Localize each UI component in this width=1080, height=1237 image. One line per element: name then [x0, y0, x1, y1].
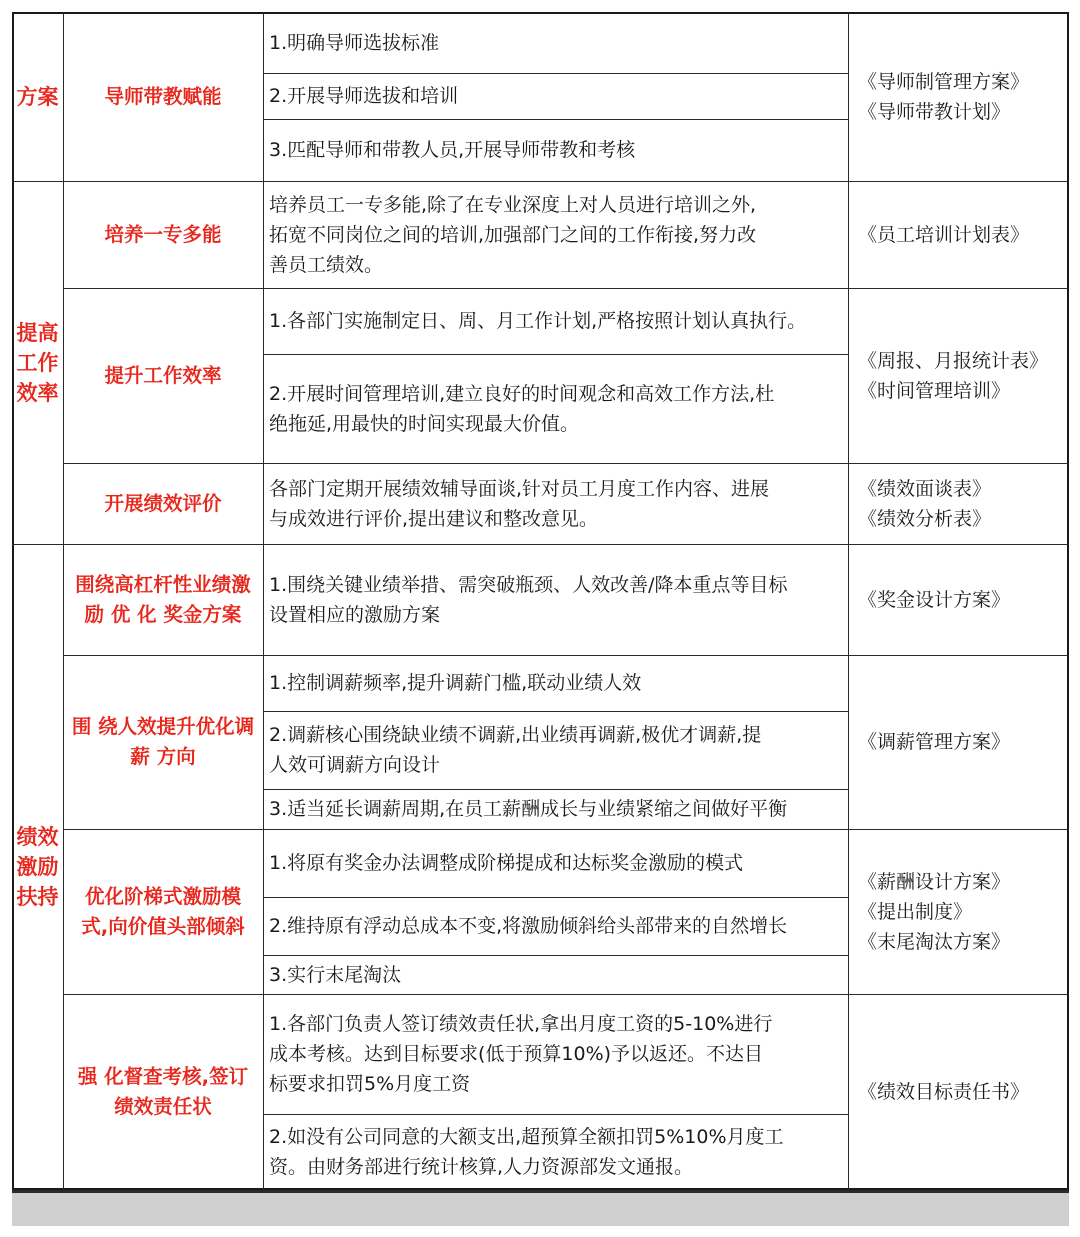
document-list: 《调薪管理方案》	[858, 731, 1011, 753]
item-mentor: 导师带教赋能	[104, 84, 222, 108]
document-list: 《周报、月报统计表》 《时间管理培训》	[858, 349, 1049, 402]
document-list: 《薪酬设计方案》 《提出制度》 《末尾淘汰方案》	[858, 870, 1011, 953]
measure-text: 培养员工一专多能,除了在专业深度上对人员进行培训之外, 拓宽不同岗位之间的培训,加强部门之间的工作衔接,努力改 善员工绩效。	[269, 193, 757, 276]
measure-text: 2.开展时间管理培训,建立良好的时间观念和高效工作方法,杜 绝拖延,用最快的时间实现最大价值。	[269, 382, 775, 435]
measure-text: 2.维持原有浮动总成本不变,将激励倾斜给头部带来的自然增长	[269, 915, 788, 937]
item-work-efficiency: 提升工作效率	[104, 363, 222, 387]
document-list: 《绩效面谈表》 《绩效分析表》	[858, 477, 992, 530]
item-supervision: 强 化督查考核,签订 绩效责任状	[77, 1065, 249, 1118]
document-list: 《员工培训计划表》	[858, 223, 1030, 246]
item-bonus-plan: 围绕高杠杆性业绩激 励 优 化 奖金方案	[75, 572, 251, 626]
measure-text: 3.适当延长调薪周期,在员工薪酬成长与业绩紧缩之间做好平衡	[269, 798, 788, 820]
measure-text: 3.匹配导师和带教人员,开展导师带教和考核	[269, 139, 636, 161]
item-performance-review: 开展绩效评价	[104, 491, 222, 515]
item-salary-adjustment: 围 绕人效提升优化调 薪 方向	[71, 715, 255, 768]
measure-text: 3.实行末尾淘汰	[269, 963, 402, 986]
measure-text: 2.开展导师选拔和培训	[269, 85, 459, 107]
document-list: 《导师制管理方案》 《导师带教计划》	[858, 70, 1030, 123]
category-plan: 方案	[16, 84, 59, 109]
measure-text: 各部门定期开展绩效辅导面谈,针对员工月度工作内容、进展 与成效进行评价,提出建议和整改意见。	[269, 477, 770, 530]
document-list: 《奖金设计方案》	[858, 588, 1011, 611]
category-efficiency: 提高 工作 效率	[16, 320, 59, 405]
category-incentive: 绩效 激励 扶持	[16, 825, 59, 909]
item-multiskill: 培养一专多能	[104, 222, 222, 246]
measure-text: 1.控制调薪频率,提升调薪门槛,联动业绩人效	[269, 672, 642, 694]
measure-text: 1.围绕关键业绩举措、需突破瓶颈、人效改善/降本重点等目标 设置相应的激励方案	[269, 573, 788, 626]
measure-text: 1.将原有奖金办法调整成阶梯提成和达标奖金激励的模式	[269, 852, 744, 874]
measure-text: 1.明确导师选拔标准	[269, 31, 440, 54]
measure-text: 1.各部门负责人签订绩效责任状,拿出月度工资的5-10%进行 成本考核。达到目标要求(低于预算10%)予以返还。不达目 标要求扣罚5%月度工资	[269, 1013, 773, 1095]
measure-text: 2.如没有公司同意的大额支出,超预算全额扣罚5%10%月度工 资。由财务部进行统计核算,人力资源部发文通报。	[269, 1126, 784, 1178]
measure-text: 1.各部门实施制定日、周、月工作计划,严格按照计划认真执行。	[269, 310, 807, 332]
item-tiered-incentive: 优化阶梯式激励模 式,向价值头部倾斜	[81, 884, 245, 938]
document-list: 《绩效目标责任书》	[858, 1081, 1030, 1103]
measure-text: 2.调薪核心围绕缺业绩不调薪,出业绩再调薪,极优才调薪,提 人效可调薪方向设计	[269, 724, 762, 776]
bottom-scroll-bar	[12, 1190, 1069, 1226]
